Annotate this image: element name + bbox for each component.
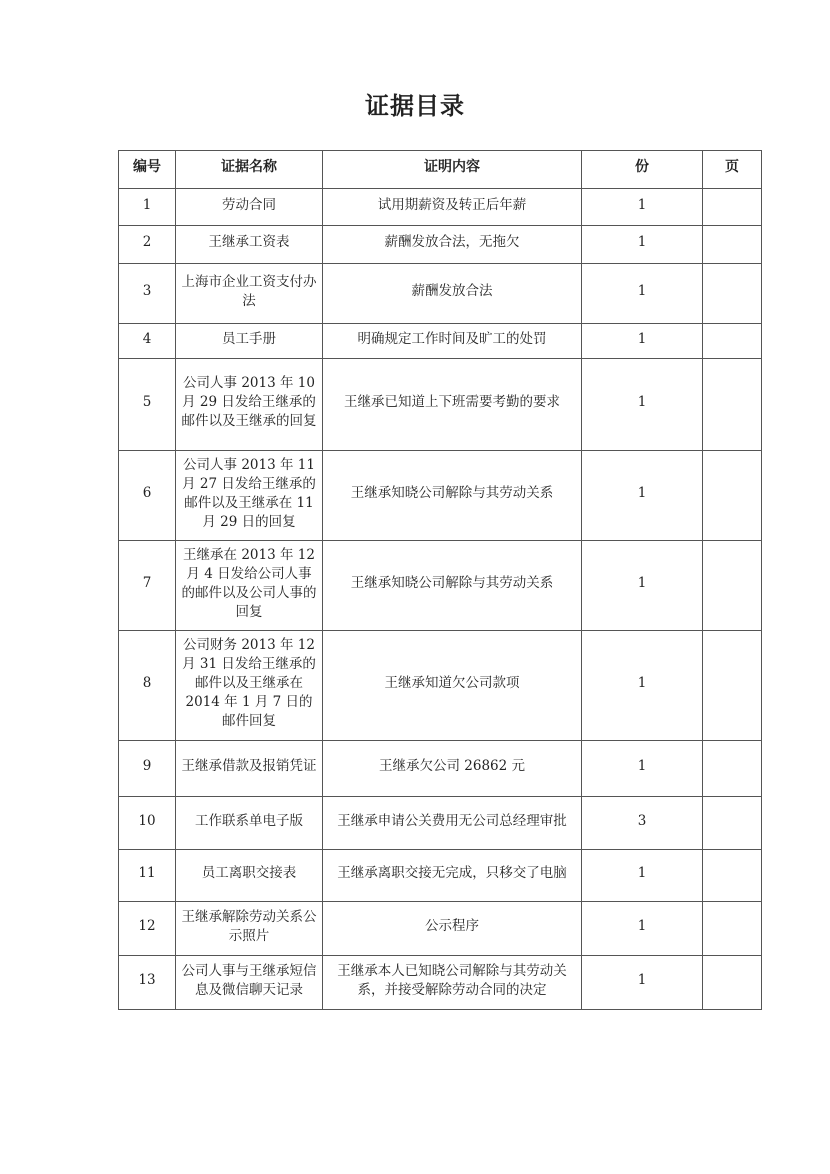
evidence-name: 工作联系单电子版 bbox=[176, 797, 323, 850]
row-number: 4 bbox=[119, 324, 176, 359]
evidence-name: 王继承在 2013 年 12 月 4 日发给公司人事的邮件以及公司人事的回复 bbox=[176, 541, 323, 631]
evidence-name: 公司人事与王继承短信息及微信聊天记录 bbox=[176, 956, 323, 1010]
evidence-name: 员工离职交接表 bbox=[176, 850, 323, 902]
proof-content: 王继承欠公司 26862 元 bbox=[323, 741, 582, 797]
row-number: 7 bbox=[119, 541, 176, 631]
table-row bbox=[119, 359, 762, 451]
page-number bbox=[703, 850, 762, 902]
copies: 3 bbox=[582, 797, 703, 850]
evidence-name: 王继承借款及报销凭证 bbox=[176, 741, 323, 797]
evidence-name: 公司人事 2013 年 10 月 29 日发给王继承的邮件以及王继承的回复 bbox=[176, 359, 323, 451]
copies: 1 bbox=[582, 741, 703, 797]
page-number bbox=[703, 741, 762, 797]
evidence-name: 王继承工资表 bbox=[176, 226, 323, 264]
table-row bbox=[119, 741, 762, 797]
proof-content: 试用期薪资及转正后年薪 bbox=[323, 189, 582, 226]
proof-content: 王继承知晓公司解除与其劳动关系 bbox=[323, 451, 582, 541]
proof-content: 王继承申请公关费用无公司总经理审批 bbox=[323, 797, 582, 850]
table-row bbox=[119, 189, 762, 226]
page-number bbox=[703, 264, 762, 324]
row-number: 13 bbox=[119, 956, 176, 1010]
table-row bbox=[119, 541, 762, 631]
copies: 1 bbox=[582, 902, 703, 956]
page-number bbox=[703, 451, 762, 541]
table-row bbox=[119, 956, 762, 1010]
row-number: 11 bbox=[119, 850, 176, 902]
row-number: 2 bbox=[119, 226, 176, 264]
proof-content: 王继承知道欠公司款项 bbox=[323, 631, 582, 741]
table-row bbox=[119, 902, 762, 956]
proof-content: 王继承已知道上下班需要考勤的要求 bbox=[323, 359, 582, 451]
table-row bbox=[119, 631, 762, 741]
page-number bbox=[703, 902, 762, 956]
row-number: 8 bbox=[119, 631, 176, 741]
header-evidence-name: 证据名称 bbox=[176, 151, 323, 189]
evidence-name: 员工手册 bbox=[176, 324, 323, 359]
evidence-name: 上海市企业工资支付办法 bbox=[176, 264, 323, 324]
table-row bbox=[119, 324, 762, 359]
header-page: 页 bbox=[703, 151, 762, 189]
proof-content: 薪酬发放合法 bbox=[323, 264, 582, 324]
evidence-name: 劳动合同 bbox=[176, 189, 323, 226]
table-body bbox=[119, 189, 762, 1010]
copies: 1 bbox=[582, 226, 703, 264]
copies: 1 bbox=[582, 631, 703, 741]
evidence-name: 公司财务 2013 年 12 月 31 日发给王继承的邮件以及王继承在 2014 年 1 月 7 日的邮件回复 bbox=[176, 631, 323, 741]
proof-content: 明确规定工作时间及旷工的处罚 bbox=[323, 324, 582, 359]
copies: 1 bbox=[582, 359, 703, 451]
proof-content: 公示程序 bbox=[323, 902, 582, 956]
table-row bbox=[119, 226, 762, 264]
row-number: 9 bbox=[119, 741, 176, 797]
proof-content: 王继承本人已知晓公司解除与其劳动关系，并接受解除劳动合同的决定 bbox=[323, 956, 582, 1010]
table-row bbox=[119, 264, 762, 324]
table-row bbox=[119, 850, 762, 902]
evidence-table bbox=[118, 150, 762, 1010]
proof-content: 王继承离职交接无完成，只移交了电脑 bbox=[323, 850, 582, 902]
header-copies: 份 bbox=[582, 151, 703, 189]
page-number bbox=[703, 226, 762, 264]
row-number: 12 bbox=[119, 902, 176, 956]
copies: 1 bbox=[582, 189, 703, 226]
page-number bbox=[703, 797, 762, 850]
copies: 1 bbox=[582, 850, 703, 902]
copies: 1 bbox=[582, 451, 703, 541]
row-number: 1 bbox=[119, 189, 176, 226]
evidence-name: 公司人事 2013 年 11 月 27 日发给王继承的邮件以及王继承在 11 月 29 日的回复 bbox=[176, 451, 323, 541]
header-number: 编号 bbox=[119, 151, 176, 189]
page-number bbox=[703, 631, 762, 741]
copies: 1 bbox=[582, 541, 703, 631]
page-number bbox=[703, 189, 762, 226]
table-row bbox=[119, 797, 762, 850]
copies: 1 bbox=[582, 264, 703, 324]
row-number: 3 bbox=[119, 264, 176, 324]
row-number: 10 bbox=[119, 797, 176, 850]
page-number bbox=[703, 324, 762, 359]
proof-content: 薪酬发放合法，无拖欠 bbox=[323, 226, 582, 264]
evidence-name: 王继承解除劳动关系公示照片 bbox=[176, 902, 323, 956]
row-number: 6 bbox=[119, 451, 176, 541]
table-row bbox=[119, 451, 762, 541]
proof-content: 王继承知晓公司解除与其劳动关系 bbox=[323, 541, 582, 631]
header-proof-content: 证明内容 bbox=[323, 151, 582, 189]
page-number bbox=[703, 541, 762, 631]
document-title: 证据目录 bbox=[365, 91, 465, 120]
page-number bbox=[703, 956, 762, 1010]
page-number bbox=[703, 359, 762, 451]
row-number: 5 bbox=[119, 359, 176, 451]
table-header-row bbox=[119, 151, 762, 189]
copies: 1 bbox=[582, 956, 703, 1010]
copies: 1 bbox=[582, 324, 703, 359]
